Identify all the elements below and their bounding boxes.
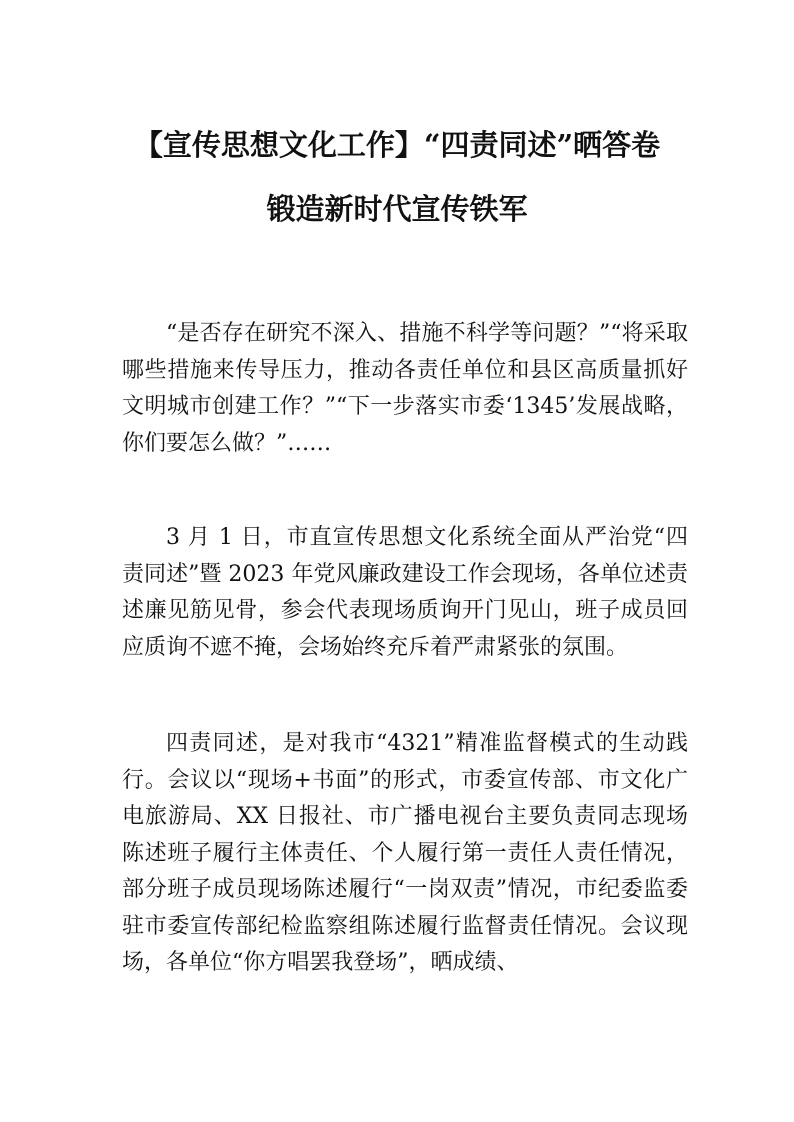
title-line-2: 锻造新时代宣传铁军 <box>266 192 528 226</box>
paragraph-1: “是否存在研究不深入、措施不科学等问题？”“将采取哪些措施来传导压力，推动各责任单位和县区高质量抓好文明城市创建工作？”“下一步落实市委‘1345’发展战略，你们要怎么做？”…… <box>122 321 688 456</box>
title-line-1: 【宣传思想文化工作】“四责同述”晒答卷 <box>133 128 661 162</box>
paragraph-3: 四责同述，是对我市“4321”精准监督模式的生动践行。会议以“现场+书面”的形式，市委宣传部、市文化广电旅游局、XX 日报社、市广播电视台主要负责同志现场陈述班子履行主体责任、个人履行第一责任人责任情况，部分班子成员现场陈述履行“一岗双责”情况，市纪委监委驻市委宣传部纪检监察组陈述履行监督责任情况。会议现场，各单位“你方唱罢我登场”，晒成绩、 <box>122 731 688 975</box>
paragraph-2: 3 月 1 日，市直宣传思想文化系统全面从严治党“四责同述”暨 2023 年党风廉政建设工作会现场，各单位述责述廉见筋见骨，参会代表现场质询开门见山，班子成员回应质询不遮不掩，会场始终充斥着严肃紧张的氛围。 <box>122 525 688 660</box>
